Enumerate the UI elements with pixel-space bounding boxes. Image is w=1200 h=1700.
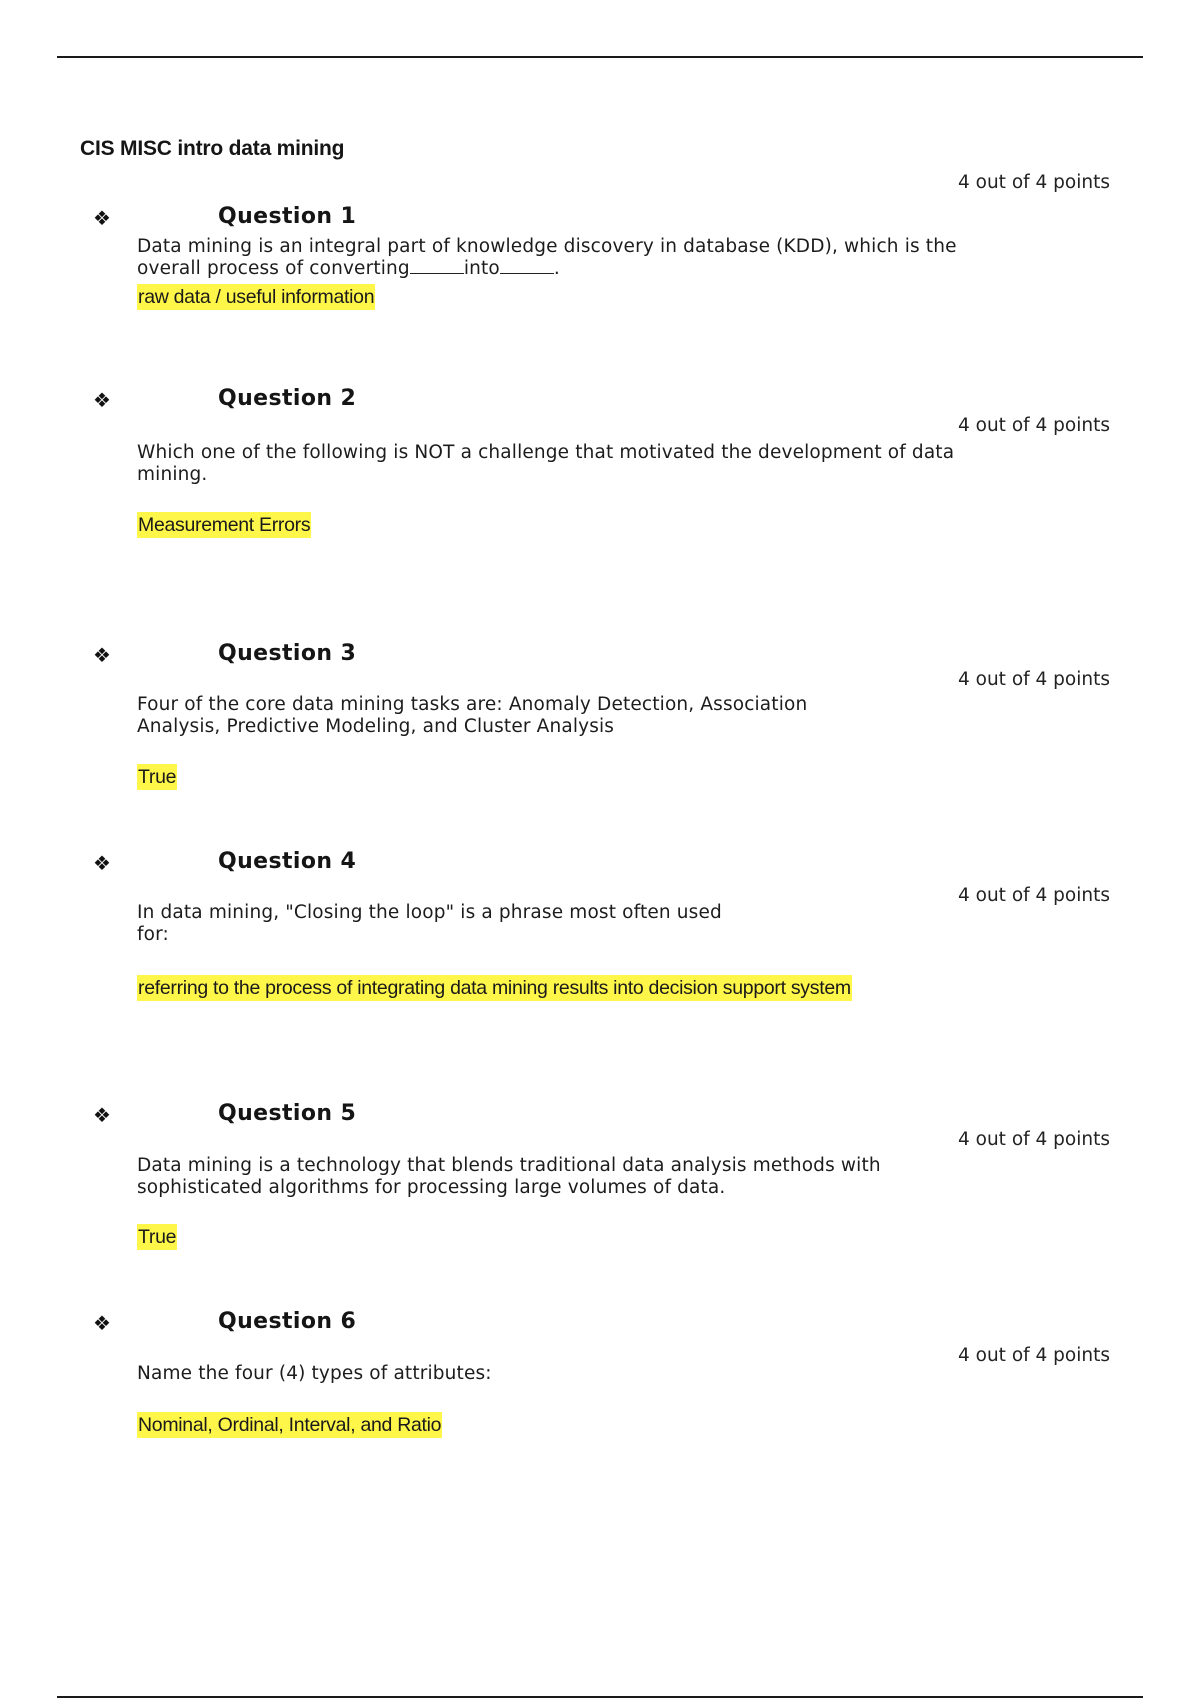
diamond-bullet-icon: ❖ [93, 206, 111, 230]
question-points: 4 out of 4 points [957, 172, 1110, 193]
question-text [137, 1155, 881, 1199]
question-points: 4 out of 4 points [957, 669, 1110, 690]
diamond-bullet-icon: ❖ [93, 851, 111, 875]
document-title: CIS MISC intro data mining [80, 137, 345, 160]
question-heading: Question 1 [218, 204, 357, 229]
question-text [137, 442, 954, 486]
diamond-bullet-icon: ❖ [93, 1311, 111, 1335]
question-text [137, 694, 807, 738]
question-heading: Question 3 [218, 641, 357, 666]
highlighted-answer: raw data / useful information [138, 286, 375, 308]
question-text-line: Data mining is a technology that blends traditional data analysis methods with [137, 1155, 881, 1176]
question-text-line-with-blanks [137, 258, 957, 280]
highlighted-answer: True [138, 1226, 177, 1248]
highlighted-answer: referring to the process of integrating data mining results into decision support system [138, 977, 851, 999]
question-text [137, 902, 722, 946]
answer-blank [410, 258, 464, 274]
bottom-rule [57, 1696, 1143, 1698]
question-text-line: In data mining, "Closing the loop" is a phrase most often used [137, 902, 722, 923]
answer-blank [500, 258, 554, 274]
question-heading: Question 6 [218, 1309, 357, 1334]
highlighted-answer: Nominal, Ordinal, Interval, and Ratio [138, 1414, 442, 1436]
question-heading: Question 5 [218, 1101, 357, 1126]
question-text-segment: . [553, 258, 560, 279]
question-text-line: for: [137, 924, 169, 945]
question-text-line: Data mining is an integral part of knowledge discovery in database (KDD), which is the [137, 236, 957, 257]
question-text [137, 236, 957, 280]
question-text-line: Which one of the following is NOT a challenge that motivated the development of data [137, 442, 955, 463]
diamond-bullet-icon: ❖ [93, 643, 111, 667]
question-text-segment: into [463, 258, 500, 279]
question-heading: Question 2 [218, 386, 357, 411]
question-points: 4 out of 4 points [957, 885, 1110, 906]
question-points: 4 out of 4 points [957, 1345, 1110, 1366]
question-text-line: sophisticated algorithms for processing large volumes of data. [137, 1177, 726, 1198]
question-text [137, 1363, 492, 1385]
top-rule [57, 56, 1143, 58]
question-text-line: Four of the core data mining tasks are: Anomaly Detection, Association [137, 694, 808, 715]
diamond-bullet-icon: ❖ [93, 388, 111, 412]
question-text-line: mining. [137, 464, 208, 485]
question-heading: Question 4 [218, 849, 357, 874]
highlighted-answer: True [138, 766, 177, 788]
question-points: 4 out of 4 points [957, 1129, 1110, 1150]
highlighted-answer: Measurement Errors [138, 514, 311, 536]
question-text-line: Name the four (4) types of attributes: [137, 1363, 492, 1384]
diamond-bullet-icon: ❖ [93, 1103, 111, 1127]
question-text-segment: overall process of converting [137, 258, 410, 279]
question-points: 4 out of 4 points [957, 415, 1110, 436]
question-text-line: Analysis, Predictive Modeling, and Cluster Analysis [137, 716, 615, 737]
